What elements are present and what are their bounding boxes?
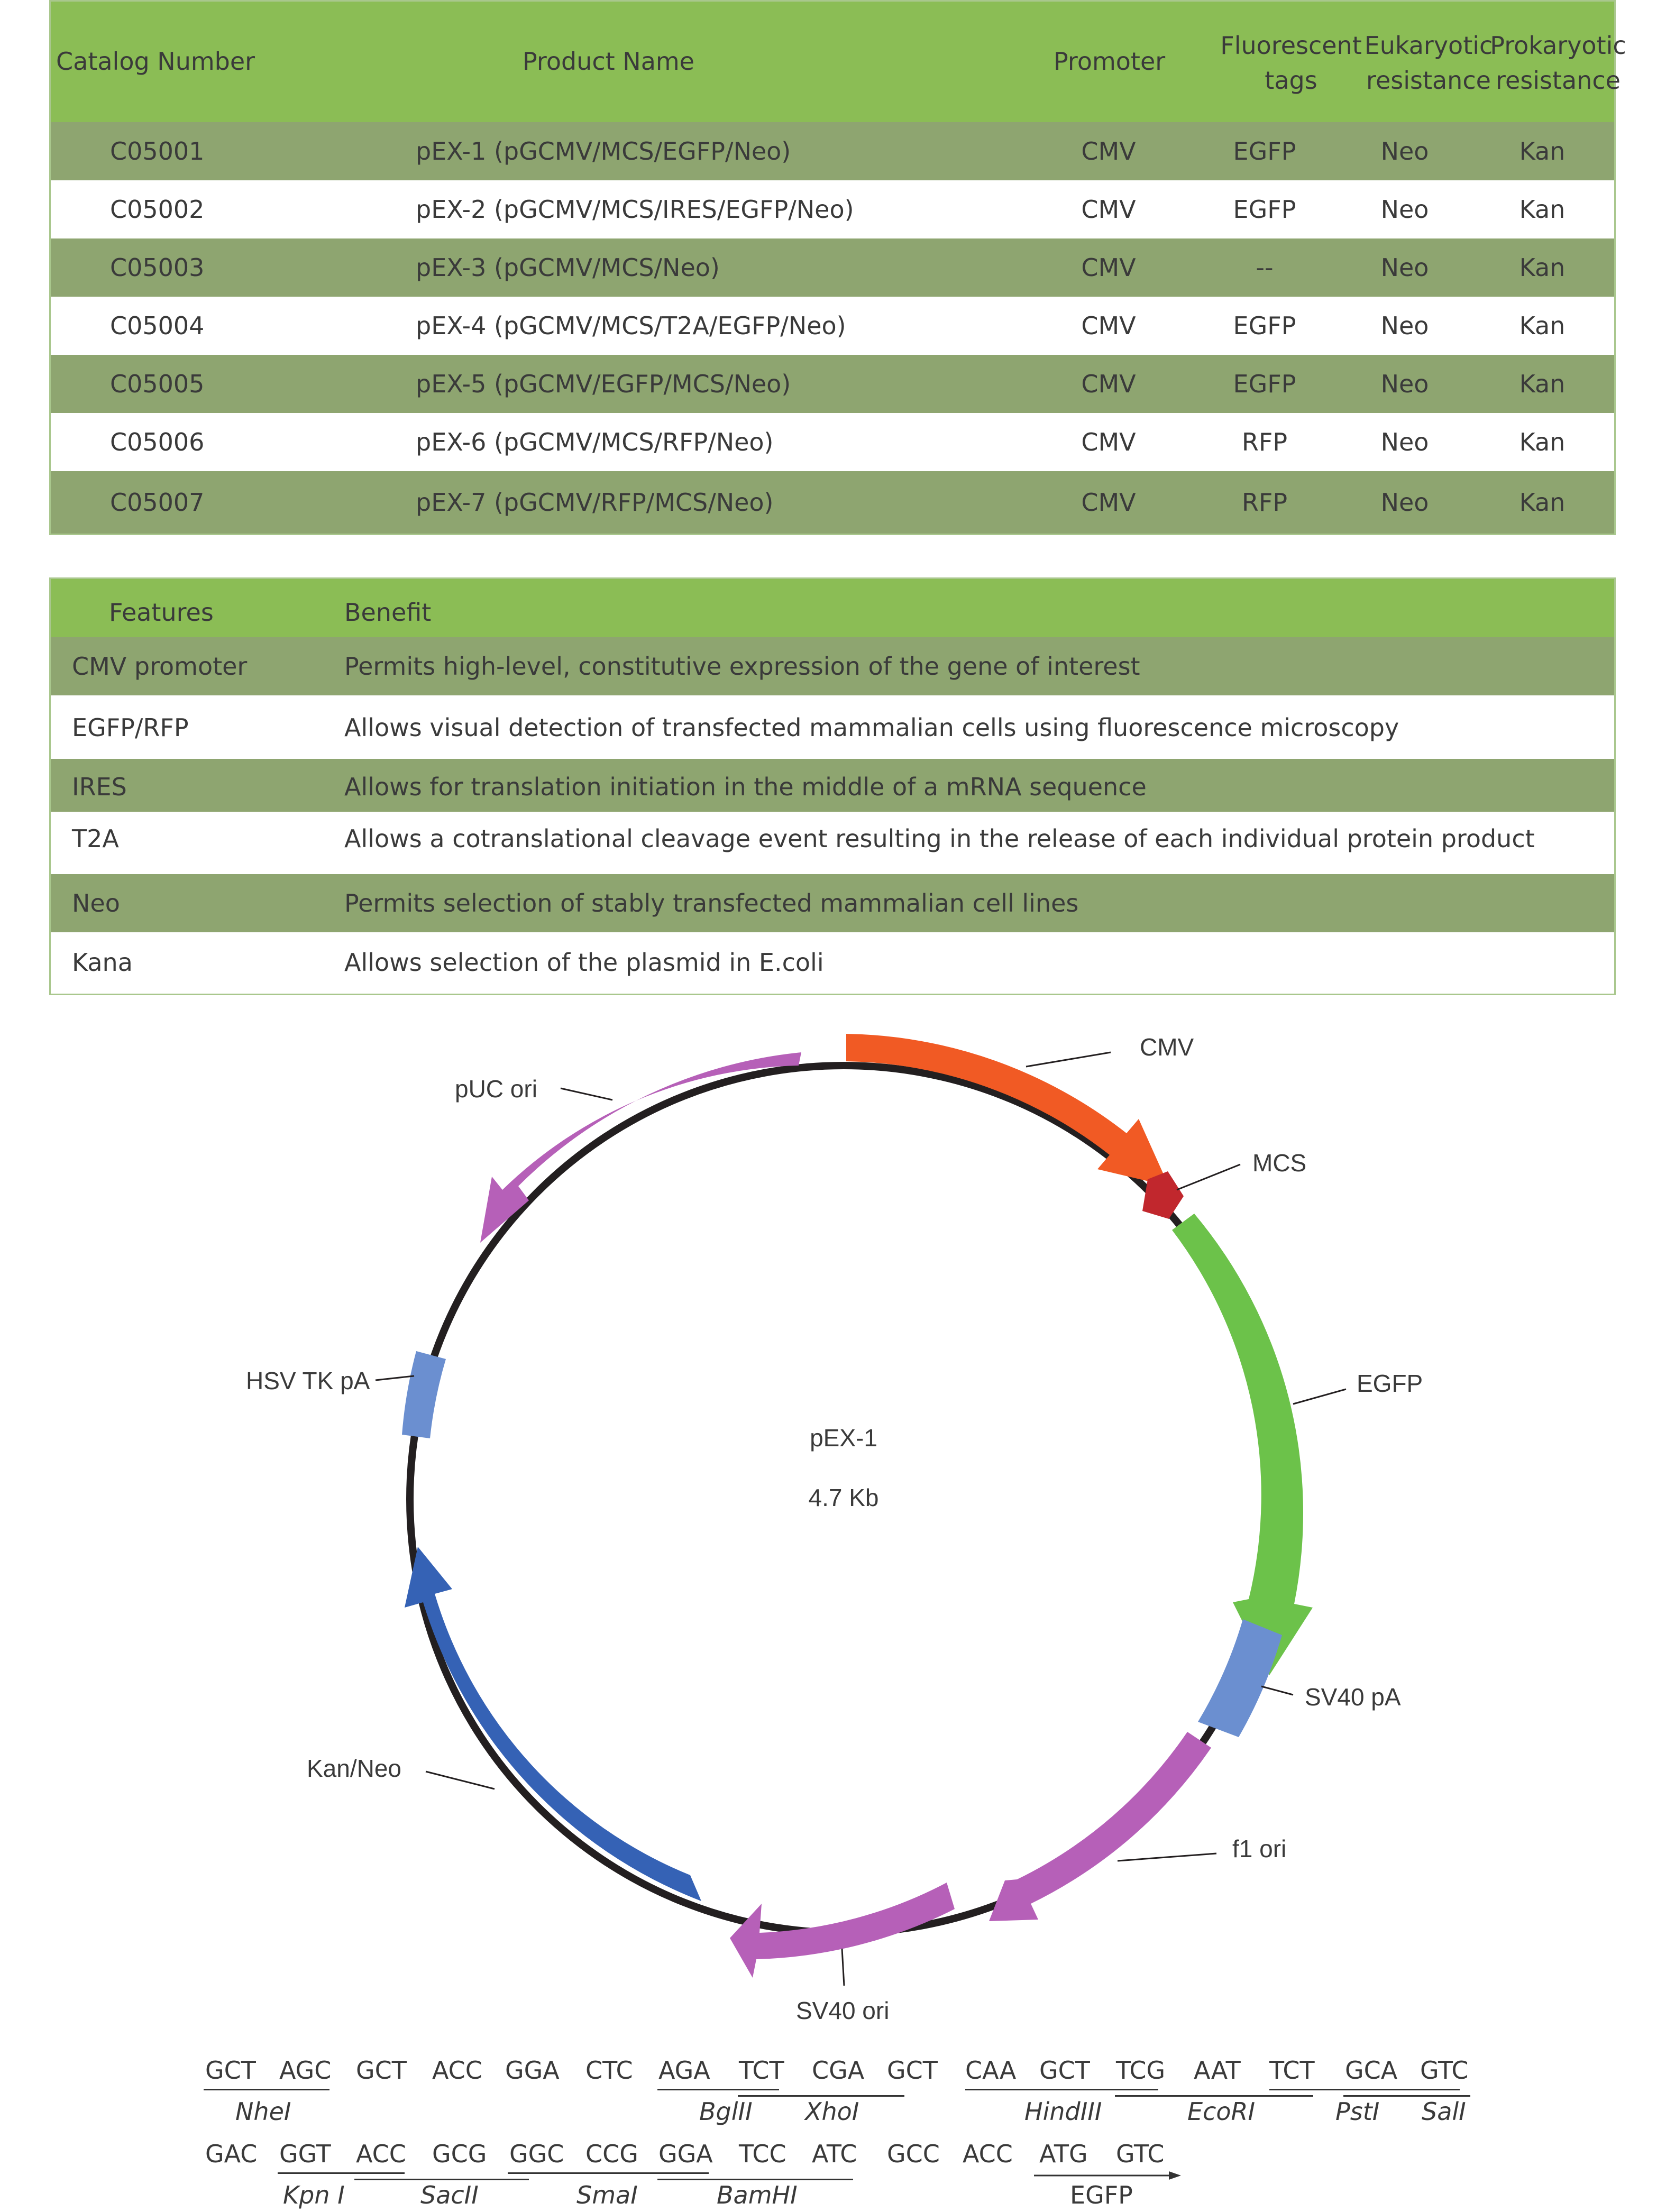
- table-row: [51, 238, 1614, 297]
- egfp-label: EGFP: [1357, 1370, 1423, 1397]
- product-name: pEX-3 (pGCMV/MCS/Neo): [416, 253, 720, 282]
- promoter: CMV: [1081, 488, 1136, 517]
- catalog-number: C05001: [110, 137, 205, 166]
- codon: ATG: [1039, 2140, 1088, 2168]
- product-name: pEX-4 (pGCMV/MCS/T2A/EGFP/Neo): [416, 311, 846, 340]
- feature-name: EGFP/RFP: [72, 713, 189, 742]
- product-name: pEX-2 (pGCMV/MCS/IRES/EGFP/Neo): [416, 195, 854, 224]
- catalog-number: C05007: [110, 488, 205, 517]
- enzyme-hindiii: HindIII: [1024, 2097, 1102, 2126]
- codon: GCT: [887, 2056, 938, 2085]
- header-prokaryotic-resistance: Prokaryotic resistance: [1490, 31, 1626, 95]
- header-product-name: Product Name: [523, 47, 694, 76]
- codon: ACC: [356, 2140, 406, 2168]
- fluorescent-tag: RFP: [1241, 428, 1288, 456]
- product-name: pEX-7 (pGCMV/RFP/MCS/Neo): [416, 488, 774, 517]
- fluorescent-tag: EGFP: [1233, 195, 1296, 224]
- codon: CGA: [812, 2056, 865, 2085]
- codon: GCG: [432, 2140, 487, 2168]
- eukaryotic-resistance: Neo: [1380, 195, 1429, 224]
- kan-neo-label: Kan/Neo: [307, 1755, 402, 1782]
- kan-neo-segment: [405, 1547, 701, 1901]
- table-row: [51, 355, 1614, 413]
- table-row: [51, 413, 1614, 471]
- catalog-number: C05004: [110, 311, 205, 340]
- codon: GGC: [509, 2140, 564, 2168]
- sv40-pa-label: SV40 pA: [1305, 1683, 1401, 1711]
- header-benefit: Benefit: [344, 598, 432, 627]
- enzyme-sali: SalI: [1422, 2097, 1466, 2126]
- feature-benefit: Allows a cotranslational cleavage event resulting in the release of each individual protein product: [344, 824, 1535, 853]
- feature-name: T2A: [72, 824, 119, 853]
- site-underline-sali: [1343, 2095, 1470, 2097]
- table-row: [51, 297, 1614, 355]
- codon: AAT: [1194, 2056, 1241, 2085]
- feature-name: Kana: [72, 948, 133, 977]
- site-underline-psti: [1269, 2089, 1460, 2090]
- table-row: [51, 812, 1614, 874]
- kan-neo-leader-line: [426, 1772, 495, 1789]
- sv40-pa-segment: [1198, 1619, 1282, 1737]
- catalog-number: C05005: [110, 370, 205, 398]
- feature-benefit: Allows visual detection of transfected mammalian cells using fluorescence microscopy: [344, 713, 1399, 742]
- fluorescent-tag: EGFP: [1233, 137, 1296, 166]
- table-row: [51, 874, 1614, 932]
- site-underline-hindiii: [965, 2089, 1158, 2090]
- feature-benefit: Permits selection of stably transfected mammalian cell lines: [344, 889, 1079, 917]
- eukaryotic-resistance: Neo: [1380, 137, 1429, 166]
- enzyme-sacii: SacII: [420, 2181, 479, 2209]
- codon: ACC: [432, 2056, 482, 2085]
- fluorescent-tag: EGFP: [1233, 311, 1296, 340]
- codon: TCT: [1269, 2056, 1315, 2085]
- enzyme-kpni: Kpn I: [283, 2181, 345, 2209]
- mcs-leader-line: [1177, 1164, 1240, 1190]
- hsv-tk-pa-label: HSV TK pA: [246, 1367, 370, 1394]
- codon: GCT: [205, 2056, 256, 2085]
- header-eukaryotic-resistance: Eukaryotic resistance: [1364, 31, 1493, 95]
- enzyme-smai: SmaI: [576, 2181, 638, 2209]
- codon: TCT: [739, 2056, 784, 2085]
- eukaryotic-resistance: Neo: [1380, 370, 1429, 398]
- enzyme-psti: PstI: [1335, 2097, 1380, 2126]
- prokaryotic-resistance: Kan: [1519, 253, 1566, 282]
- fluorescent-tag: EGFP: [1233, 370, 1296, 398]
- enzyme-nhei: NheI: [235, 2097, 291, 2126]
- feature-name: IRES: [72, 773, 127, 801]
- table-row: [51, 122, 1614, 180]
- codon: GCT: [356, 2056, 407, 2085]
- table-row: [51, 180, 1614, 238]
- promoter: CMV: [1081, 137, 1136, 166]
- codon: ATC: [812, 2140, 857, 2168]
- eukaryotic-resistance: Neo: [1380, 488, 1429, 517]
- feature-benefit: Allows for translation initiation in the middle of a mRNA sequence: [344, 773, 1147, 801]
- egfp-start-label: EGFP: [1070, 2181, 1133, 2209]
- codon: CAA: [965, 2056, 1017, 2085]
- f1-ori-leader-line: [1118, 1853, 1216, 1861]
- codon: AGA: [658, 2056, 710, 2085]
- features-table: [49, 577, 1616, 995]
- feature-name: Neo: [72, 889, 120, 917]
- codon: GTC: [1116, 2140, 1165, 2168]
- catalog-number: C05003: [110, 253, 205, 282]
- codon: TCC: [739, 2140, 786, 2168]
- table-row: [51, 637, 1614, 695]
- enzyme-ecori: EcoRI: [1187, 2097, 1256, 2126]
- table-row: [51, 759, 1614, 812]
- egfp-segment: [1172, 1214, 1313, 1675]
- codon: GGA: [505, 2056, 560, 2085]
- promoter: CMV: [1081, 253, 1136, 282]
- plasmid-name: pEX-1: [810, 1424, 877, 1452]
- egfp-leader-line: [1293, 1389, 1346, 1404]
- cmv-segment: [846, 1034, 1169, 1186]
- products-table: [49, 0, 1626, 535]
- promoter: CMV: [1081, 195, 1136, 224]
- codon: GCC: [887, 2140, 940, 2168]
- codon: CCG: [585, 2140, 638, 2168]
- header-promoter: Promoter: [1054, 47, 1166, 76]
- site-underline-sacii: [354, 2179, 529, 2180]
- codon: TCG: [1116, 2056, 1166, 2085]
- catalog-number: C05006: [110, 428, 205, 456]
- mcs-label: MCS: [1252, 1149, 1307, 1177]
- prokaryotic-resistance: Kan: [1519, 311, 1566, 340]
- sv40-ori-label: SV40 ori: [796, 1997, 890, 2024]
- promoter: CMV: [1081, 428, 1136, 456]
- header-catalog-number: Catalog Number: [56, 47, 255, 76]
- sv40-ori-leader-line: [842, 1949, 844, 1986]
- sv40-pa-leader-line: [1261, 1686, 1293, 1695]
- prokaryotic-resistance: Kan: [1519, 195, 1566, 224]
- codon: CTC: [585, 2056, 633, 2085]
- promoter: CMV: [1081, 311, 1136, 340]
- fluorescent-tag: --: [1256, 253, 1274, 282]
- prokaryotic-resistance: Kan: [1519, 428, 1566, 456]
- plasmid-map: [0, 1021, 1666, 2025]
- eukaryotic-resistance: Neo: [1380, 428, 1429, 456]
- hsv-tk-pa-leader-line: [376, 1376, 414, 1380]
- plasmid-size: 4.7 Kb: [808, 1484, 879, 1511]
- prokaryotic-resistance: Kan: [1519, 488, 1566, 517]
- products-table-header: [51, 2, 1626, 122]
- f1-ori-segment: [989, 1732, 1211, 1921]
- site-underline-ecori: [1115, 2095, 1313, 2097]
- codon: GAC: [205, 2140, 258, 2168]
- f1-ori-label: f1 ori: [1232, 1835, 1287, 1862]
- eukaryotic-resistance: Neo: [1380, 253, 1429, 282]
- table-row: [51, 695, 1614, 759]
- codon: AGC: [279, 2056, 332, 2085]
- puc-ori-label: pUC ori: [455, 1075, 537, 1103]
- site-underline-bamhi: [657, 2179, 853, 2180]
- site-underline-bglii: [657, 2089, 779, 2090]
- codon: ACC: [963, 2140, 1013, 2168]
- promoter: CMV: [1081, 370, 1136, 398]
- enzyme-bglii: BglII: [699, 2097, 753, 2126]
- codon: GGA: [658, 2140, 713, 2168]
- codon: GCT: [1039, 2056, 1090, 2085]
- table-row: [51, 471, 1614, 534]
- codon: GTC: [1420, 2056, 1469, 2085]
- feature-benefit: Permits high-level, constitutive expression of the gene of interest: [344, 652, 1140, 681]
- table-row: [51, 932, 1614, 994]
- cmv-leader-line: [1026, 1052, 1111, 1067]
- prokaryotic-resistance: Kan: [1519, 137, 1566, 166]
- site-underline-smai: [508, 2172, 709, 2174]
- feature-benefit: Allows selection of the plasmid in E.coli: [344, 948, 824, 977]
- header-fluorescent-tags: Fluorescent tags: [1220, 31, 1362, 95]
- cmv-label: CMV: [1140, 1033, 1194, 1061]
- eukaryotic-resistance: Neo: [1380, 311, 1429, 340]
- site-underline-kpni: [278, 2172, 405, 2174]
- features-table-header: [51, 579, 1614, 637]
- codon: GGT: [279, 2140, 331, 2168]
- prokaryotic-resistance: Kan: [1519, 370, 1566, 398]
- fluorescent-tag: RFP: [1241, 488, 1288, 517]
- enzyme-bamhi: BamHI: [717, 2181, 798, 2209]
- feature-name: CMV promoter: [72, 652, 248, 681]
- codon: GCA: [1345, 2056, 1398, 2085]
- product-name: pEX-1 (pGCMV/MCS/EGFP/Neo): [416, 137, 791, 166]
- header-features: Features: [109, 598, 214, 627]
- enzyme-xhoi: XhoI: [805, 2097, 859, 2126]
- catalog-number: C05002: [110, 195, 205, 224]
- product-name: pEX-5 (pGCMV/EGFP/MCS/Neo): [416, 370, 791, 398]
- site-underline-xhoi: [738, 2095, 904, 2097]
- product-name: pEX-6 (pGCMV/MCS/RFP/Neo): [416, 428, 774, 456]
- puc-ori-leader-line: [561, 1088, 612, 1100]
- site-underline-nhei: [204, 2089, 329, 2090]
- hsv-tk-pa-segment: [402, 1351, 446, 1438]
